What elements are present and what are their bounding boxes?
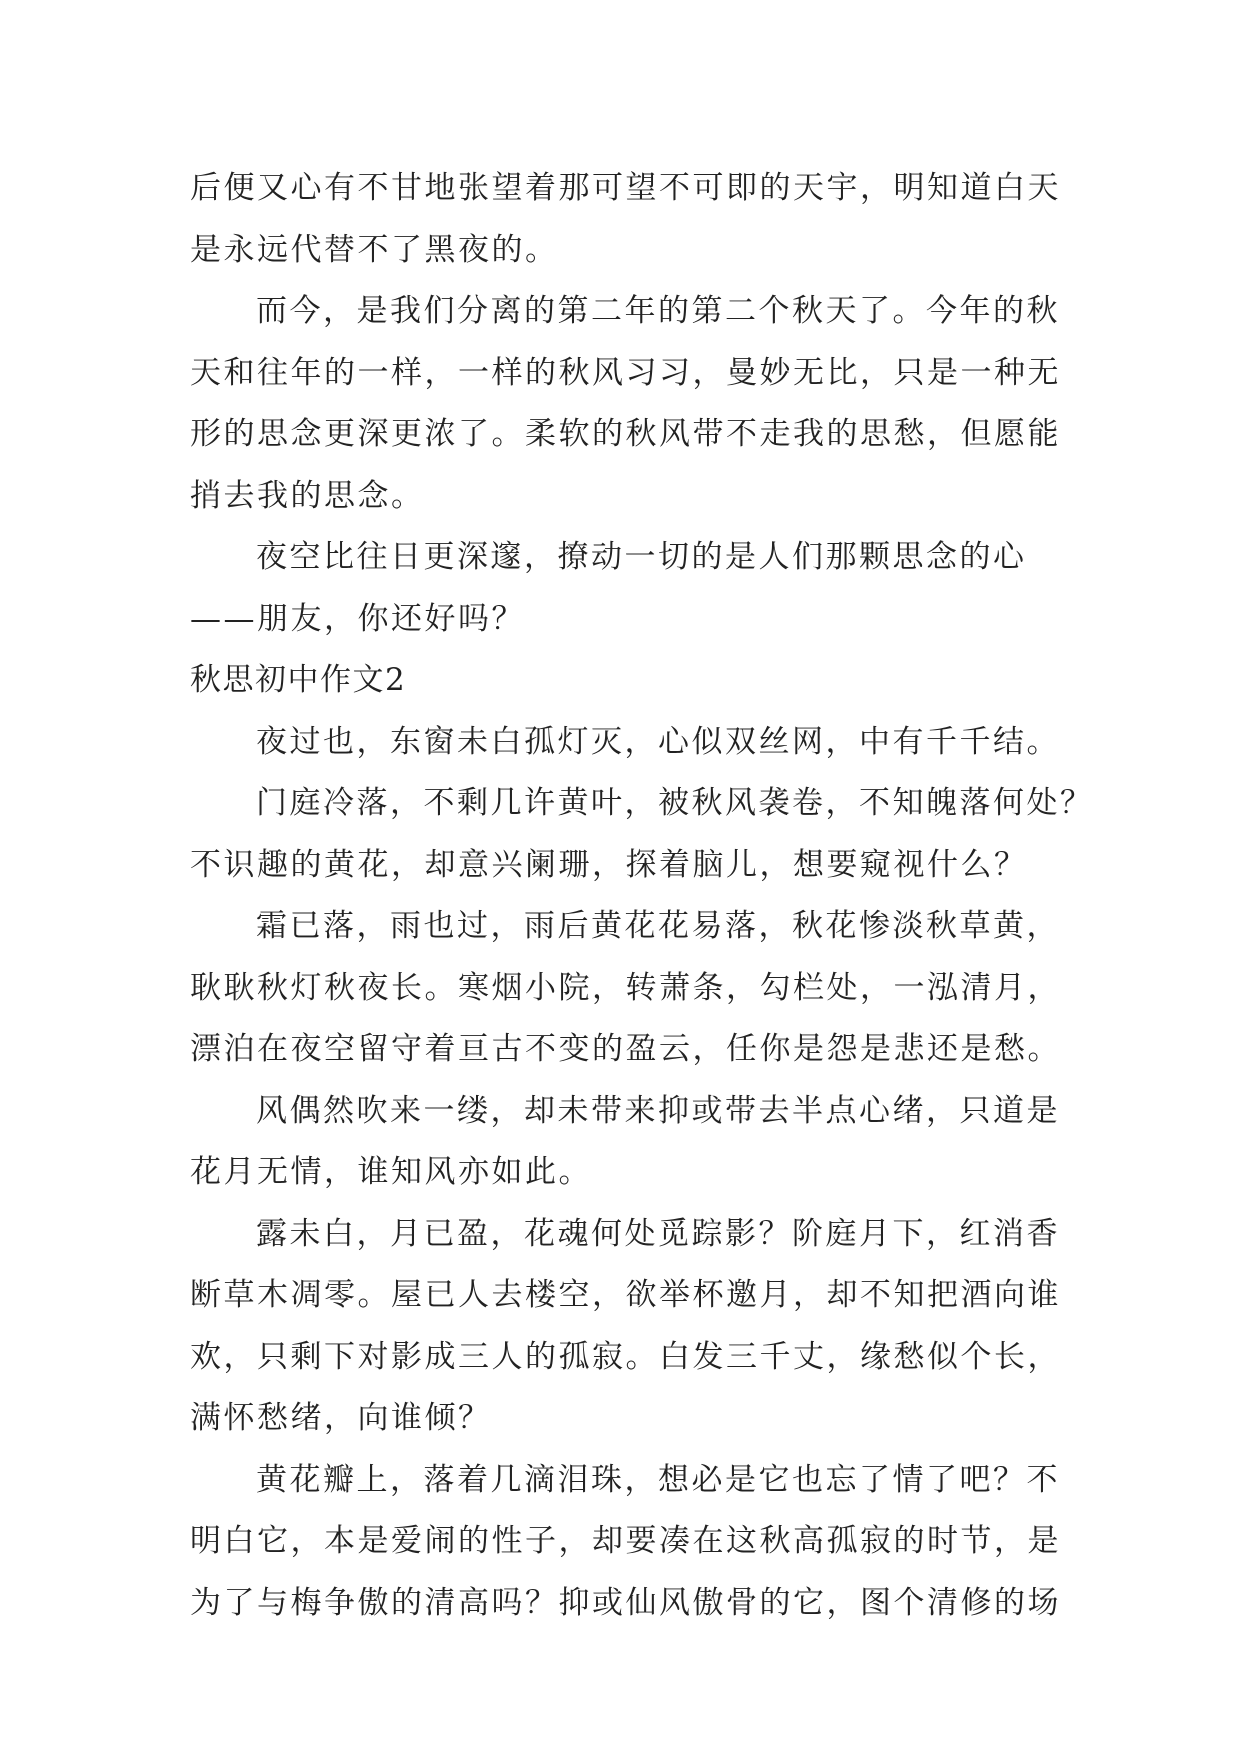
text-line: 霜已落，雨也过，雨后黄花花易落，秋花惨淡秋草黄，	[256, 908, 1060, 944]
text-line: 漂泊在夜空留守着亘古不变的盈云，任你是怨是悲还是愁。	[190, 1031, 1061, 1067]
text-line: 捎去我的思念。	[190, 477, 425, 514]
text-line: 不识趣的黄花，却意兴阑珊，探着脑儿，想要窥视什么？	[190, 846, 1028, 883]
text-line: 门庭冷落，不剩几许黄叶，被秋风袭卷，不知魄落何处？	[256, 785, 1094, 821]
text-line: 风偶然吹来一缕，却未带来抑或带去半点心绪，只道是	[256, 1092, 1060, 1129]
section-heading: 秋思初中作文2	[190, 662, 407, 698]
text-line: 黄花瓣上，落着几滴泪珠，想必是它也忘了情了吧？不	[256, 1461, 1060, 1498]
text-line: 后便又心有不甘地张望着那可望不可即的天宇，明知道白天	[190, 170, 1061, 206]
text-line: 夜过也，东窗未白孤灯灭，心似双丝网，中有千千结。	[256, 723, 1060, 760]
text-line: 露未白，月已盈，花魂何处觅踪影？阶庭月下，红消香	[256, 1215, 1060, 1252]
text-line: 形的思念更深更浓了。柔软的秋风带不走我的思愁，但愿能	[190, 416, 1061, 452]
text-line: 是永远代替不了黑夜的。	[190, 231, 559, 268]
text-line: ——朋友，你还好吗？	[190, 600, 525, 637]
text-line: 满怀愁绪，向谁倾？	[190, 1400, 492, 1436]
text-line: 耿耿秋灯秋夜长。寒烟小院，转萧条，勾栏处，一泓清月，	[190, 969, 1061, 1006]
text-line: 为了与梅争傲的清高吗？抑或仙风傲骨的它，图个清修的场	[190, 1584, 1061, 1621]
text-line: 欢，只剩下对影成三人的孤寂。白发三千丈，缘愁似个长，	[190, 1338, 1061, 1375]
text-line: 而今，是我们分离的第二年的第二个秋天了。今年的秋	[256, 293, 1060, 329]
text-line: 断草木凋零。屋已人去楼空，欲举杯邀月，却不知把酒向谁	[190, 1277, 1061, 1313]
text-line: 夜空比往日更深邃，撩动一切的是人们那颗思念的心	[256, 539, 1027, 575]
text-line: 花月无情，谁知风亦如此。	[190, 1154, 592, 1190]
text-line: 天和往年的一样，一样的秋风习习，曼妙无比，只是一种无	[190, 354, 1061, 391]
text-line: 明白它，本是爱闹的性子，却要凑在这秋高孤寂的时节，是	[190, 1523, 1061, 1559]
document-body	[190, 158, 1094, 1634]
